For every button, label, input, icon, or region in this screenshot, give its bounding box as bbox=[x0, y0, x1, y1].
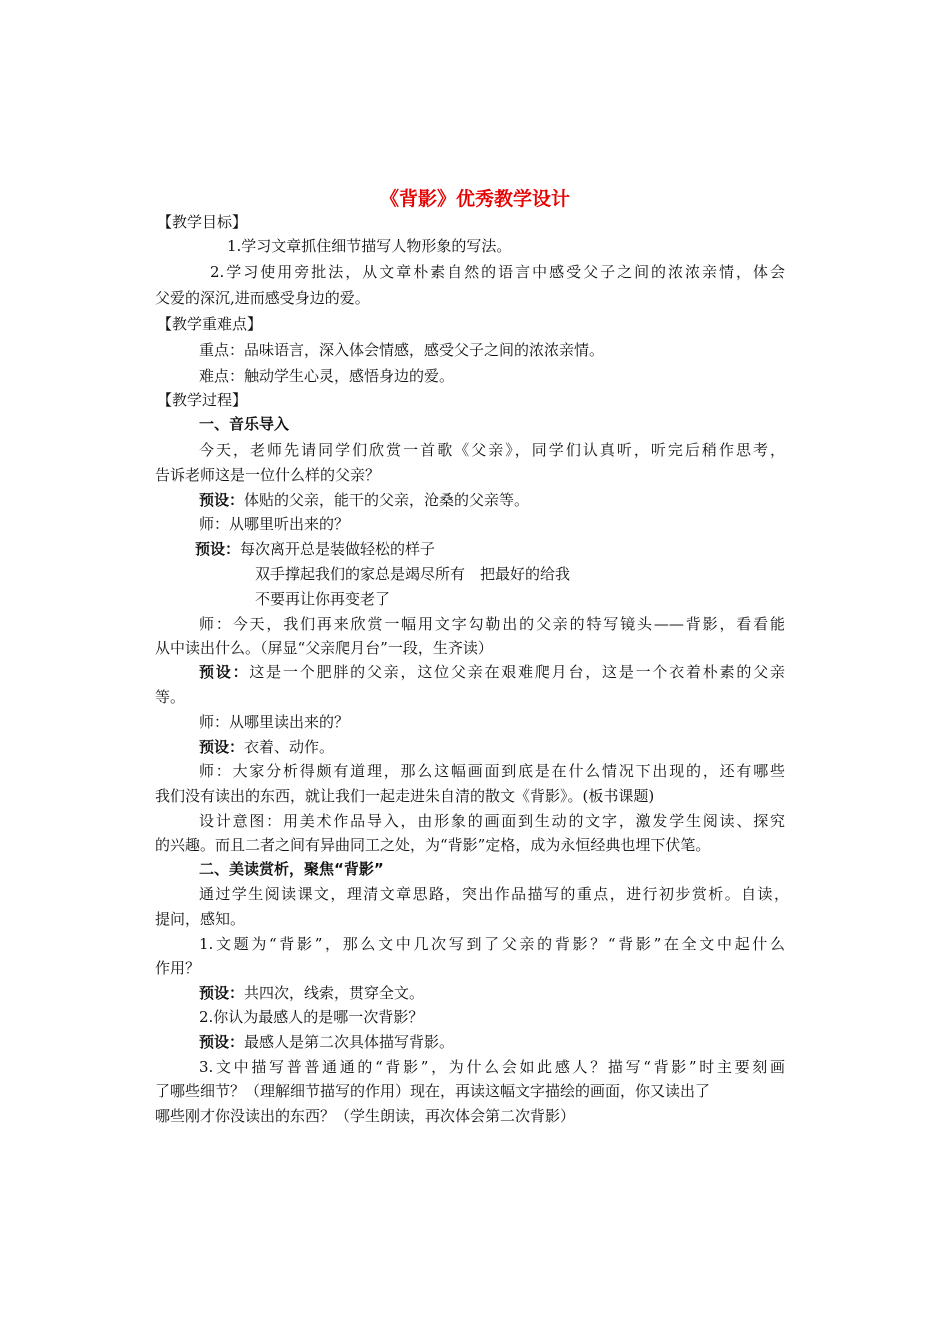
preset-label: 预设： bbox=[199, 491, 245, 509]
process-heading: 【教学过程】 bbox=[157, 391, 248, 409]
question-2: 2.你认为最感人的是哪一次背影？ bbox=[199, 1008, 424, 1026]
question-3-line2: 了哪些细节？（理解细节描写的作用）现在，再读这幅文字描绘的画面，你又读出了 bbox=[155, 1082, 711, 1100]
teacher-line-2a: 师：今天，我们再来欣赏一幅用文字勾勒出的父亲的特写镜头——背影，看看能 bbox=[199, 615, 785, 633]
question-3-line3: 哪些刚才你没读出的东西？（学生朗读，再次体会第二次背影） bbox=[155, 1107, 576, 1125]
preset-1: 预设：体贴的父亲，能干的父亲，沧桑的父亲等。 bbox=[199, 491, 530, 509]
para-1-line2: 告诉老师这是一位什么样的父亲？ bbox=[155, 466, 381, 484]
teacher-line-4a: 师：大家分析得颇有道理，那么这幅画面到底是在什么情况下出现的，还有哪些 bbox=[199, 762, 785, 780]
section-2-title: 二、美读赏析，聚焦“背影” bbox=[199, 860, 384, 878]
preset-5: 预设：共四次，线索，贯穿全文。 bbox=[199, 984, 425, 1002]
teacher-line-2b: 从中读出什么。（屏显“父亲爬月台”一段，生齐读） bbox=[155, 639, 493, 657]
preset-3b: 等。 bbox=[155, 688, 186, 706]
keypoint-focus: 重点：品味语言，深入体会情感，感受父子之间的浓浓亲情。 bbox=[199, 341, 605, 359]
preset-2: 预设：每次离开总是装做轻松的样子 bbox=[195, 540, 436, 558]
teacher-line-4b: 我们没有读出的东西，就让我们一起走进朱自清的散文《背影》。(板书课题) bbox=[155, 787, 655, 805]
keypoints-heading: 【教学重难点】 bbox=[157, 315, 263, 333]
section-1-title: 一、音乐导入 bbox=[199, 415, 290, 433]
design-intent-line1: 设计意图：用美术作品导入，由形象的画面到生动的文字，激发学生阅读、探究 bbox=[199, 812, 785, 830]
design-intent-line2: 的兴趣。而且二者之间有异曲同工之处，为“背影”定格，成为永恒经典也埋下伏笔。 bbox=[155, 836, 711, 854]
question-1-line2: 作用？ bbox=[155, 959, 201, 977]
preset-3a: 预设：这是一个肥胖的父亲，这位父亲在艰难爬月台，这是一个衣着朴素的父亲 bbox=[199, 663, 785, 681]
preset-4: 预设：衣着、动作。 bbox=[199, 738, 335, 756]
keypoint-difficulty: 难点：触动学生心灵，感悟身边的爱。 bbox=[199, 367, 455, 385]
preset-6: 预设：最感人是第二次具体描写背影。 bbox=[199, 1033, 455, 1051]
question-3-line1: 3.文中描写普普通通的“背影”，为什么会如此感人？描写“背影”时主要刻画 bbox=[199, 1058, 785, 1076]
lyric-line-2: 双手撑起我们的家总是竭尽所有 把最好的给我 bbox=[255, 565, 571, 583]
document-title: 《背影》优秀教学设计 bbox=[379, 188, 570, 210]
question-1-line1: 1.文题为“背影”，那么文中几次写到了父亲的背影？“背影”在全文中起什么 bbox=[199, 935, 785, 953]
preset-label: 预设： bbox=[199, 738, 245, 756]
preset-label: 预设： bbox=[195, 540, 241, 558]
goal-item-2-line1: 2.学习使用旁批法，从文章朴素自然的语言中感受父子之间的浓浓亲情，体会 bbox=[210, 263, 785, 281]
para-2-line2: 提问，感知。 bbox=[155, 910, 246, 928]
para-2-line1: 通过学生阅读课文，理清文章思路，突出作品描写的重点，进行初步赏析。自读， bbox=[199, 885, 789, 903]
teacher-line-1: 师：从哪里听出来的？ bbox=[199, 515, 350, 533]
goal-item-2-line2: 父爱的深沉,进而感受身边的爱。 bbox=[155, 289, 370, 307]
preset-label: 预设： bbox=[199, 1033, 245, 1051]
goal-item-1: 1.学习文章抓住细节描写人物形象的写法。 bbox=[227, 237, 512, 255]
teacher-line-3: 师：从哪里读出来的？ bbox=[199, 713, 350, 731]
para-1-line1: 今天，老师先请同学们欣赏一首歌《父亲》，同学们认真听，听完后稍作思考， bbox=[199, 441, 785, 459]
goals-heading: 【教学目标】 bbox=[157, 213, 248, 231]
lyric-line-3: 不要再让你再变老了 bbox=[255, 590, 391, 608]
preset-label: 预设： bbox=[199, 663, 250, 681]
preset-label: 预设： bbox=[199, 984, 245, 1002]
